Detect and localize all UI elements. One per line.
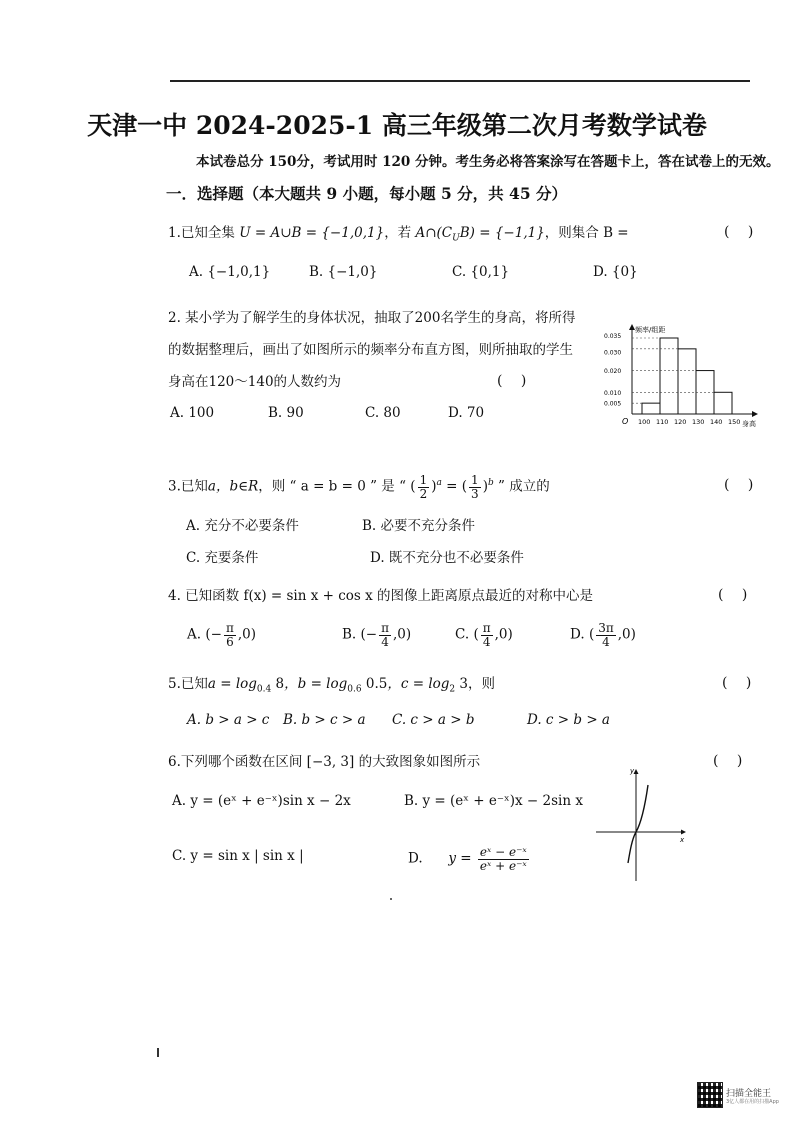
option-a: A. (− $\frac{\pi}{6}$ ,0): [187, 621, 256, 649]
x-label: x: [680, 836, 685, 844]
answer-paren: ( ): [724, 477, 754, 493]
option-b: B. b > c > a: [283, 712, 366, 728]
option-b: B. 必要不充分条件: [362, 518, 476, 534]
x-tick-label: 140: [710, 418, 723, 426]
frequency-histogram: [602, 322, 762, 430]
exam-title: 天津一中 2024-2025-1 高三年级第二次月考数学试卷: [87, 111, 707, 140]
option-a: A. b > a > c: [187, 712, 270, 728]
y-axis-arrow: [634, 769, 639, 774]
option-a: A. {−1,0,1}: [189, 264, 271, 280]
question-6: 6.下列哪个函数在区间 [−3, 3] 的大致图象如图所示: [168, 754, 481, 770]
option-d: D. 既不充分也不必要条件: [370, 550, 524, 566]
option-c: C. y = sin x | sin x |: [172, 848, 304, 864]
option-c: C. ( $\frac{\pi}{4}$ ,0): [455, 621, 513, 649]
answer-paren: ( ): [724, 224, 754, 240]
question-4: 4. 已知函数 f(x) = sin x + cos x 的图像上距离原点最近的对称中心是: [168, 588, 594, 604]
x-tick-label: 150: [728, 418, 741, 426]
histogram-bar-110-120: [660, 338, 678, 414]
x-axis-arrow: [752, 411, 758, 417]
y-tick-label: 0.035: [604, 333, 622, 340]
question-2-line-2: 的数据整理后，画出了如图所示的频率分布直方图，则所抽取的学生: [168, 342, 573, 358]
option-d: D. {0}: [593, 264, 638, 280]
scan-mark: [157, 1048, 159, 1057]
scanner-watermark-sub: 3亿人都在用的扫描App: [726, 1099, 779, 1105]
fraction-one-half: $\frac{1}{2}$: [419, 473, 428, 501]
scanner-watermark: 扫描全能王: [726, 1089, 772, 1099]
option-d: D. ( $\frac{3\pi}{4}$ ,0): [570, 621, 636, 649]
option-d: D. c > b > a: [527, 712, 610, 728]
question-3: 3.已知a，b∈R，则 “ a = b = 0 ” 是 “ ( $\frac{1}{2}$ )$^a$ = ( $\frac{1}{3}$ )$^b$ ” 成立的: [168, 473, 550, 501]
section-heading: 一．选择题（本大题共 9 小题，每小题 5 分，共 45 分）: [166, 184, 568, 203]
option-b: B. y = (eˣ + e⁻ˣ)x − 2sin x: [404, 793, 583, 809]
x-axis-arrow: [681, 830, 686, 835]
fraction-one-third: $\frac{1}{3}$: [471, 473, 479, 501]
option-d: D. 70: [448, 405, 485, 421]
question-5: 5.已知$a = \log_{0.4} 8$，$b = \log_{0.6} 0.5$，$c = \log_2 3$，则: [168, 676, 496, 695]
question-1: 1.已知全集 U = A∪B = {−1,0,1}，若 $A\cap(C_UB) = \{-1,1\}$，则集合 B =: [168, 225, 629, 244]
option-a: A. y = (eˣ + e⁻ˣ)sin x − 2x: [172, 793, 351, 809]
option-c: C. 80: [365, 405, 401, 421]
y-tick-label: 0.020: [604, 368, 622, 376]
answer-paren: ( ): [722, 675, 752, 691]
y-tick-label: 0.030: [604, 349, 622, 357]
exam-note: 本试卷总分 150分，考试用时 120 分钟。考生务必将答案涂写在答题卡上，答在试卷上的无效。: [196, 154, 780, 170]
y-axis-label: 频率/组距: [635, 326, 666, 334]
y-tick-label: 0.010: [604, 389, 622, 397]
function-graph: [592, 765, 692, 885]
answer-paren: ( ): [718, 587, 748, 603]
x-tick-label: 130: [692, 418, 705, 426]
histogram-bar-100-110: [642, 403, 660, 414]
option-c: C. c > a > b: [392, 712, 475, 728]
x-axis-label: 身高: [742, 420, 756, 428]
y-tick-label: 0.005: [604, 400, 622, 408]
question-2-line-3: 身高在120～140的人数约为: [168, 374, 342, 390]
option-b: B. {−1,0}: [309, 264, 378, 280]
question-2-line-1: 2. 某小学为了解学生的身体状况，抽取了200名学生的身高，将所得: [168, 310, 576, 326]
x-tick-label: 110: [656, 418, 669, 426]
option-b: B. 90: [268, 405, 304, 421]
option-d: D. y = $\frac{\text{eˣ − e⁻ˣ}}{\text{eˣ + e⁻ˣ}}$: [408, 845, 527, 873]
y-label: y: [630, 767, 635, 775]
x-tick-label: 100: [638, 418, 651, 426]
scan-dot: [390, 898, 392, 900]
option-a: A. 充分不必要条件: [186, 518, 299, 534]
qr-code-icon: [697, 1082, 723, 1108]
option-c: C. 充要条件: [186, 550, 259, 566]
answer-paren: ( ): [713, 753, 743, 769]
option-b: B. (− $\frac{\pi}{4}$ ,0): [342, 621, 412, 649]
x-tick-label: 120: [674, 418, 687, 426]
histogram-bar-120-130: [678, 349, 696, 414]
function-curve: [628, 785, 648, 863]
answer-paren: ( ): [497, 373, 527, 389]
option-a: A. 100: [170, 405, 215, 421]
histogram-bar-140-150: [714, 392, 732, 414]
origin-label: O: [622, 417, 629, 426]
option-c: C. {0,1}: [452, 264, 510, 280]
top-rule: [170, 80, 750, 82]
